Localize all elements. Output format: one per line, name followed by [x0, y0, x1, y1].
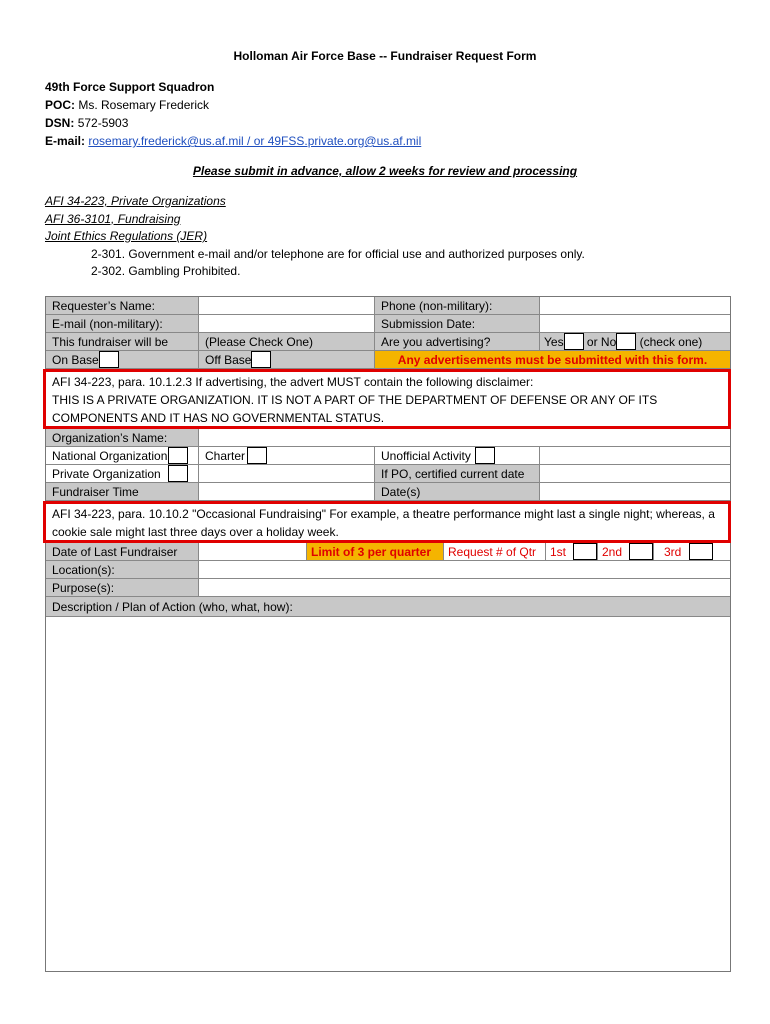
- qtr-3rd-checkbox[interactable]: [689, 543, 713, 560]
- no-checkbox[interactable]: [616, 333, 636, 350]
- national-org-label: National Organization: [52, 449, 168, 463]
- squadron-name: 49th Force Support Squadron: [45, 80, 215, 94]
- no-label: or No: [586, 335, 617, 349]
- poc-line: POC: Ms. Rosemary Frederick: [45, 98, 210, 112]
- check-one-label: (check one): [639, 335, 703, 349]
- email-line: E-mail: rosemary.frederick@us.af.mil / or 49FSS.private.org@us.af.mil: [45, 134, 422, 148]
- requester-name-field[interactable]: [199, 297, 375, 315]
- phone-field[interactable]: [540, 297, 730, 315]
- fundraiser-will-be-label: This fundraiser will be: [46, 333, 199, 351]
- po-certified-field[interactable]: [540, 465, 730, 483]
- locations-field[interactable]: [199, 561, 730, 579]
- off-base-label: Off Base: [205, 353, 252, 367]
- email-label: E-mail (non-military):: [46, 315, 199, 333]
- charter-option: [199, 447, 375, 465]
- reference-afi-34-223: AFI 34-223, Private Organizations: [45, 194, 226, 208]
- submission-notice: Please submit in advance, allow 2 weeks for review and processing: [192, 164, 578, 178]
- row-time: [46, 483, 730, 501]
- private-org-label: Private Organization: [52, 467, 161, 481]
- unofficial-activity-label: Unofficial Activity: [381, 449, 471, 463]
- disclaimer-line-2: THIS IS A PRIVATE ORGANIZATION. IT IS NOT A PART OF THE DEPARTMENT OF DEFENSE OR ANY OF ITS COMPONENTS AND IT HAS NO GOVERNMENTAL STATUS.: [52, 393, 658, 425]
- occasional-fundraising-note: AFI 34-223, para. 10.10.2 "Occasional Fundraising" For example, a theatre performance might last a single night; whereas, a cookie sale might last three days over a holiday week.: [43, 501, 731, 543]
- limit-label: Limit of 3 per quarter: [307, 543, 444, 561]
- disclaimer-line-1: AFI 34-223, para. 10.1.2.3 If advertising, the advert MUST contain the following disclaimer:: [52, 375, 534, 389]
- private-org-field[interactable]: [199, 465, 375, 483]
- private-org-checkbox[interactable]: [168, 465, 188, 482]
- please-check-one-label: (Please Check One): [199, 333, 375, 351]
- national-org-option: [46, 447, 199, 465]
- advertising-question: Are you advertising?: [375, 333, 540, 351]
- email-link[interactable]: rosemary.frederick@us.af.mil / or 49FSS.private.org@us.af.mil: [88, 134, 422, 148]
- requester-name-label: Requester’s Name:: [46, 297, 199, 315]
- qtr-2nd-option: [598, 543, 654, 561]
- private-org-option: [46, 465, 199, 483]
- locations-label: Location(s):: [46, 561, 199, 579]
- reference-jer-2-302: 2-302. Gambling Prohibited.: [91, 264, 241, 278]
- yes-label: Yes: [544, 335, 564, 349]
- submission-date-label: Submission Date:: [375, 315, 540, 333]
- po-certified-label: If PO, certified current date: [375, 465, 540, 483]
- on-base-checkbox[interactable]: [99, 351, 119, 368]
- row-org-type: [46, 447, 730, 465]
- references: [45, 193, 585, 281]
- on-base-option: [46, 351, 199, 369]
- row-requester: [46, 297, 730, 315]
- reference-jer-2-301: 2-301. Government e-mail and/or telephone are for official use and authorized purposes only.: [91, 246, 585, 261]
- ads-warning: Any advertisements must be submitted with this form.: [375, 351, 730, 369]
- qtr-1st-checkbox[interactable]: [573, 543, 597, 560]
- contact-header: [45, 78, 421, 150]
- off-base-checkbox[interactable]: [251, 351, 271, 368]
- qtr-3rd-option: [654, 543, 730, 561]
- org-name-label: Organization’s Name:: [46, 429, 199, 447]
- fundraiser-time-field[interactable]: [199, 483, 375, 501]
- row-locations: [46, 561, 730, 579]
- fundraiser-time-label: Fundraiser Time: [46, 483, 199, 501]
- purposes-field[interactable]: [199, 579, 730, 597]
- unofficial-activity-field[interactable]: [540, 447, 730, 465]
- description-field[interactable]: [46, 617, 730, 971]
- request-qtr-label: Request # of Qtr: [444, 543, 546, 561]
- row-org-name: [46, 429, 730, 447]
- form-title: Holloman Air Force Base -- Fundraiser Request Form: [233, 49, 537, 63]
- row-base: [46, 351, 730, 369]
- last-fundraiser-label: Date of Last Fundraiser: [46, 543, 199, 561]
- advertising-options: [540, 333, 730, 351]
- reference-jer: Joint Ethics Regulations (JER): [45, 229, 208, 243]
- unofficial-activity-option: [375, 447, 540, 465]
- purposes-label: Purpose(s):: [46, 579, 199, 597]
- last-fundraiser-field[interactable]: [199, 543, 307, 561]
- national-org-checkbox[interactable]: [168, 447, 188, 464]
- row-private-org: [46, 465, 730, 483]
- row-location-type: [46, 333, 730, 351]
- phone-label: Phone (non-military):: [375, 297, 540, 315]
- submission-date-field[interactable]: [540, 315, 730, 333]
- org-name-field[interactable]: [199, 429, 730, 447]
- on-base-label: On Base: [52, 353, 99, 367]
- dates-field[interactable]: [540, 483, 730, 501]
- charter-checkbox[interactable]: [247, 447, 267, 464]
- yes-checkbox[interactable]: [564, 333, 584, 350]
- unofficial-activity-checkbox[interactable]: [475, 447, 495, 464]
- qtr-3rd-label: 3rd: [664, 545, 682, 559]
- qtr-1st-label: 1st: [550, 545, 567, 559]
- dates-label: Date(s): [375, 483, 540, 501]
- reference-afi-36-3101: AFI 36-3101, Fundraising: [45, 211, 181, 226]
- row-email: [46, 315, 730, 333]
- disclaimer-note: [43, 369, 731, 429]
- poc-value: Ms. Rosemary Frederick: [78, 98, 210, 112]
- row-last-fundraiser: [46, 543, 730, 561]
- email-field[interactable]: [199, 315, 375, 333]
- qtr-2nd-label: 2nd: [602, 545, 623, 559]
- description-label: Description / Plan of Action (who, what, how):: [46, 597, 730, 617]
- off-base-option: [199, 351, 375, 369]
- dsn-value: 572-5903: [77, 116, 129, 130]
- dsn-line: DSN: 572-5903: [45, 116, 129, 130]
- qtr-1st-option: [546, 543, 598, 561]
- row-description: [46, 597, 730, 617]
- row-purposes: [46, 579, 730, 597]
- charter-label: Charter: [205, 449, 246, 463]
- request-form-table: [45, 296, 731, 972]
- qtr-2nd-checkbox[interactable]: [629, 543, 653, 560]
